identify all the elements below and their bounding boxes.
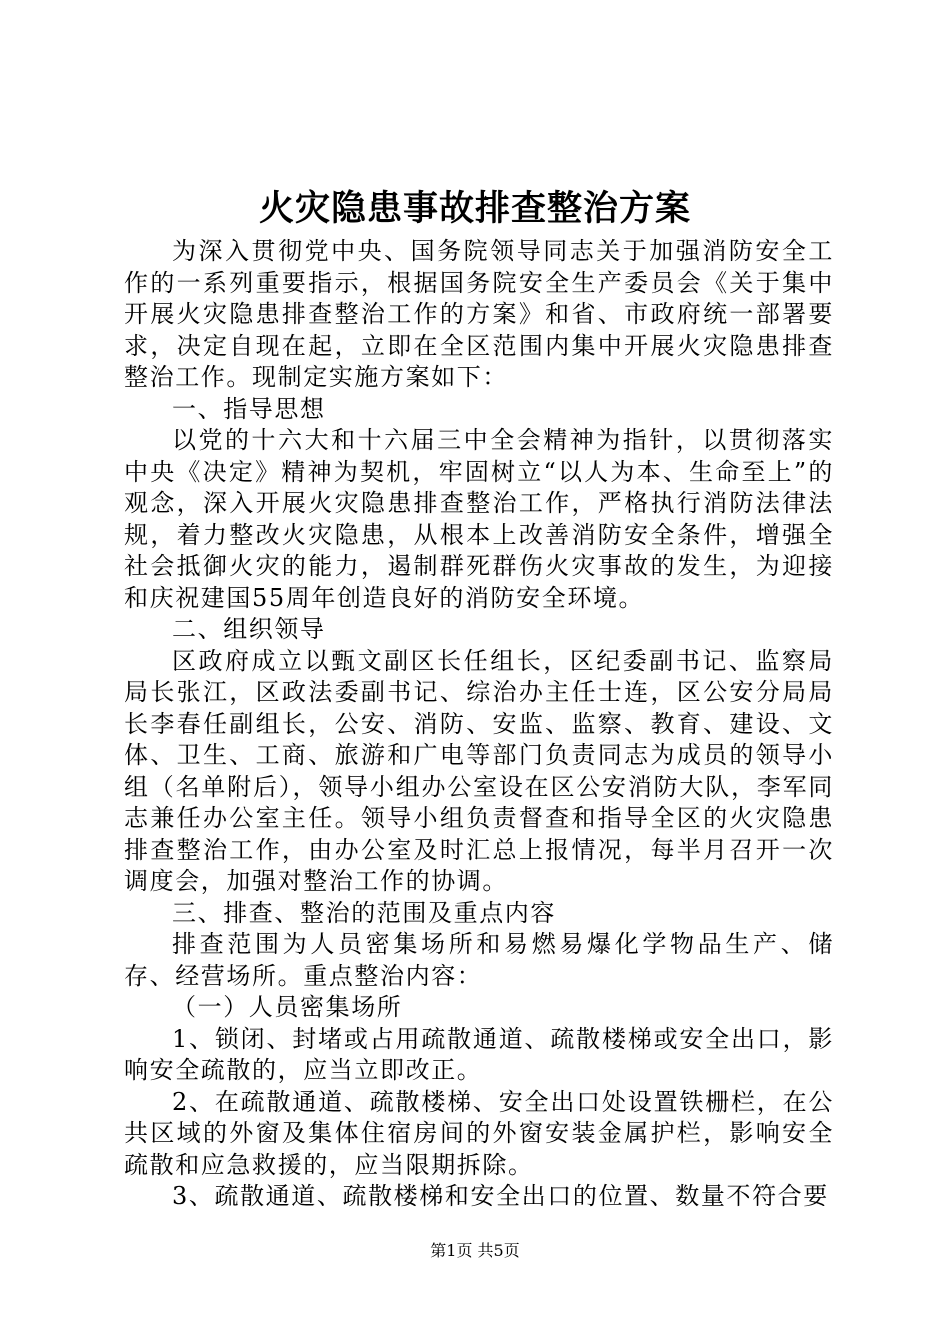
item-2-paragraph: 2、在疏散通道、疏散楼梯、安全出口处设置铁栅栏，在公共区域的外窗及集体住宿房间的外窗安装金属护栏，影响安全疏散和应急救援的，应当限期拆除。 xyxy=(124,1087,834,1179)
intro-paragraph: 为深入贯彻党中央、国务院领导同志关于加强消防安全工作的一系列重要指示，根据国务院安全生产委员会《关于集中开展火灾隐患排查整治工作的方案》和省、市政府统一部署要求，决定自现在起，立即在全区范围内集中开展火灾隐患排查整治工作。现制定实施方案如下： xyxy=(124,237,834,391)
page-footer: 第1页 共5页 xyxy=(430,1241,520,1260)
section-heading-scope: 三、排查、整治的范围及重点内容 xyxy=(172,898,556,927)
organization-paragraph: 区政府成立以甄文副区长任组长，区纪委副书记、监察局局长张江，区政法委副书记、综治办主任士连，区公安分局局长李春任副组长，公安、消防、安监、监察、教育、建设、文体、卫生、工商、旅游和广电等部门负责同志为成员的领导小组（名单附后），领导小组办公室设在区公安消防大队，李军同志兼任办公室主任。领导小组负责督查和指导全区的火灾隐患排查整治工作，由办公室及时汇总上报情况，每半月召开一次调度会，加强对整治工作的协调。 xyxy=(124,646,834,895)
item-3-paragraph: 3、疏散通道、疏散楼梯和安全出口的位置、数量不符合要 xyxy=(172,1182,829,1210)
section-heading-organization: 二、组织领导 xyxy=(172,615,326,643)
subsection-heading-crowded-places: （一）人员密集场所 xyxy=(172,993,403,1021)
section-heading-guiding-ideology: 一、指导思想 xyxy=(172,394,326,423)
item-1-paragraph: 1、锁闭、封堵或占用疏散通道、疏散楼梯或安全出口，影响安全疏散的，应当立即改正。 xyxy=(124,1024,834,1084)
guiding-ideology-paragraph: 以党的十六大和十六届三中全会精神为指针，以贯彻落实中央《决定》精神为契机，牢固树立“以人为本、生命至上”的观念，深入开展火灾隐患排查整治工作，严格执行消防法律法规，着力整改火灾隐患，从根本上改善消防安全条件，增强全社会抵御火灾的能力，遏制群死群伤火灾事故的发生，为迎接和庆祝建国55周年创造良好的消防安全环境。 xyxy=(124,426,834,612)
document-title: 火灾隐患事故排查整治方案 xyxy=(258,188,691,229)
document-body xyxy=(124,236,834,1213)
scope-paragraph: 排查范围为人员密集场所和易燃易爆化学物品生产、储存、经营场所。重点整治内容： xyxy=(124,930,834,990)
